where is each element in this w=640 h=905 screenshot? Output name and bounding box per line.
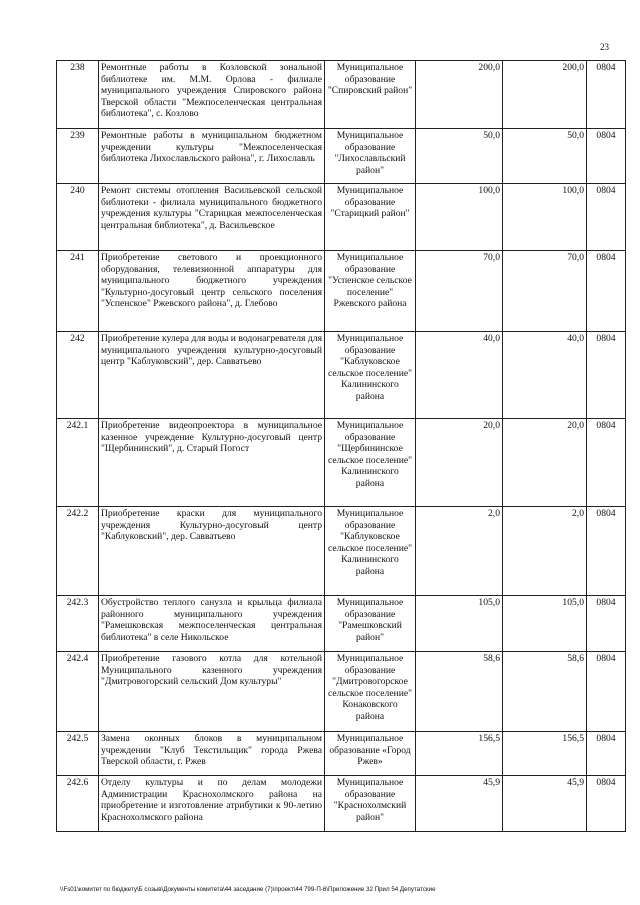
row-number: 242 bbox=[57, 332, 99, 419]
amount-2: 58,6 bbox=[503, 652, 587, 732]
amount-2: 70,0 bbox=[503, 251, 587, 332]
expense-description: Приобретение краски для муниципального учреждения Культурно-досуговый центр "Каблуковский", дер. Савватьево bbox=[99, 507, 325, 596]
amount-1: 2,0 bbox=[416, 507, 503, 596]
table-row bbox=[57, 596, 626, 652]
page-number: 23 bbox=[600, 42, 609, 52]
amount-2: 100,0 bbox=[503, 184, 587, 251]
budget-table bbox=[56, 60, 626, 832]
budget-code: 0804 bbox=[587, 419, 626, 507]
budget-code: 0804 bbox=[587, 507, 626, 596]
recipient: Муниципальное образование "Рамешковский район" bbox=[325, 596, 416, 652]
amount-1: 100,0 bbox=[416, 184, 503, 251]
amount-1: 20,0 bbox=[416, 419, 503, 507]
expense-description: Отделу культуры и по делам молодежи Администрации Краснохолмского района на приобретение и изготовление атрибутики к 90-летию Краснохолмского района bbox=[99, 776, 325, 832]
table-row bbox=[57, 61, 626, 129]
amount-1: 156,5 bbox=[416, 732, 503, 776]
amount-2: 156,5 bbox=[503, 732, 587, 776]
budget-code: 0804 bbox=[587, 652, 626, 732]
recipient: Муниципальное образование "Каблуковское сельское поселение" Калининского района bbox=[325, 507, 416, 596]
row-number: 242.4 bbox=[57, 652, 99, 732]
recipient: Муниципальное образование «Город Ржев» bbox=[325, 732, 416, 776]
budget-code: 0804 bbox=[587, 61, 626, 129]
row-number: 239 bbox=[57, 129, 99, 184]
expense-description: Приобретение газового котла для котельной Муниципального казенного учреждения "Дмитровогорский сельский Дом культуры" bbox=[99, 652, 325, 732]
budget-code: 0804 bbox=[587, 732, 626, 776]
expense-description: Обустройство теплого санузла и крыльца филиала районного муниципального учреждения "Рамешковская межпоселенческая центральная библиотека" в селе Никольское bbox=[99, 596, 325, 652]
row-number: 238 bbox=[57, 61, 99, 129]
budget-code: 0804 bbox=[587, 596, 626, 652]
recipient: Муниципальное образование "Успенское сельское поселение" Ржевского района bbox=[325, 251, 416, 332]
expense-description: Ремонтные работы в Козловской зональной библиотеке им. М.М. Орлова - филиале муниципального учреждения Спировского района Тверской области "Межпоселенческая центральная библиотека", с. Козлово bbox=[99, 61, 325, 129]
recipient: Муниципальное образование "Спировский район" bbox=[325, 61, 416, 129]
recipient: Муниципальное образование "Краснохолмский район" bbox=[325, 776, 416, 832]
budget-code: 0804 bbox=[587, 129, 626, 184]
row-number: 242.2 bbox=[57, 507, 99, 596]
amount-1: 105,0 bbox=[416, 596, 503, 652]
amount-2: 40,0 bbox=[503, 332, 587, 419]
amount-2: 200,0 bbox=[503, 61, 587, 129]
expense-description: Приобретение видеопроектора в муниципальное казенное учреждение Культурно-досуговый центр "Щербининский", д. Старый Погост bbox=[99, 419, 325, 507]
recipient: Муниципальное образование "Каблуковское сельское поселение" Калининского района bbox=[325, 332, 416, 419]
row-number: 242.3 bbox=[57, 596, 99, 652]
expense-description: Приобретение светового и проекционного оборудования, телевизионной аппаратуры для муниципального бюджетного учреждения "Культурно-досуговый центр сельского поселения "Успенское" Ржевского района", д. Глебово bbox=[99, 251, 325, 332]
table-row bbox=[57, 184, 626, 251]
table-row bbox=[57, 251, 626, 332]
amount-1: 40,0 bbox=[416, 332, 503, 419]
amount-1: 70,0 bbox=[416, 251, 503, 332]
table-row bbox=[57, 332, 626, 419]
table-row bbox=[57, 776, 626, 832]
amount-2: 105,0 bbox=[503, 596, 587, 652]
amount-2: 50,0 bbox=[503, 129, 587, 184]
table-row bbox=[57, 419, 626, 507]
amount-1: 58,6 bbox=[416, 652, 503, 732]
expense-description: Ремонт системы отопления Васильевской сельской библиотеки - филиала муниципального бюджетного учреждения культуры "Старицкая межпоселенческая центральная библиотека", д. Васильевское bbox=[99, 184, 325, 251]
budget-code: 0804 bbox=[587, 776, 626, 832]
budget-code: 0804 bbox=[587, 251, 626, 332]
row-number: 241 bbox=[57, 251, 99, 332]
file-path-footer: \\Fs01\комитет по бюджету\Б созыв\Документы комитета\44 заседание (7)\проект\44 799-П-6\Приложение 32 Прил 54 Депутатские bbox=[60, 886, 436, 893]
amount-1: 45,9 bbox=[416, 776, 503, 832]
table-row bbox=[57, 507, 626, 596]
amount-2: 2,0 bbox=[503, 507, 587, 596]
amount-2: 20,0 bbox=[503, 419, 587, 507]
expense-description: Ремонтные работы в муниципальном бюджетном учреждении культуры "Межпоселенческая библиотека Лихославльского района", г. Лихославль bbox=[99, 129, 325, 184]
budget-code: 0804 bbox=[587, 184, 626, 251]
recipient: Муниципальное образование "Щербининское сельское поселение" Калининского района bbox=[325, 419, 416, 507]
recipient: Муниципальное образование "Дмитровогорское сельское поселение" Конаковского района bbox=[325, 652, 416, 732]
row-number: 242.1 bbox=[57, 419, 99, 507]
table-row bbox=[57, 652, 626, 732]
expense-description: Приобретение кулера для воды и водонагревателя для муниципального учреждения культурно-досуговый центр "Каблуковский", дер. Савватьево bbox=[99, 332, 325, 419]
amount-1: 200,0 bbox=[416, 61, 503, 129]
amount-2: 45,9 bbox=[503, 776, 587, 832]
row-number: 242.6 bbox=[57, 776, 99, 832]
budget-code: 0804 bbox=[587, 332, 626, 419]
recipient: Муниципальное образование "Лихославльский район" bbox=[325, 129, 416, 184]
table-row bbox=[57, 129, 626, 184]
row-number: 242.5 bbox=[57, 732, 99, 776]
table-row bbox=[57, 732, 626, 776]
amount-1: 50,0 bbox=[416, 129, 503, 184]
recipient: Муниципальное образование "Старицкий район" bbox=[325, 184, 416, 251]
expense-description: Замена оконных блоков в муниципальном учреждении "Клуб Текстильщик" города Ржева Тверской области, г. Ржев bbox=[99, 732, 325, 776]
row-number: 240 bbox=[57, 184, 99, 251]
